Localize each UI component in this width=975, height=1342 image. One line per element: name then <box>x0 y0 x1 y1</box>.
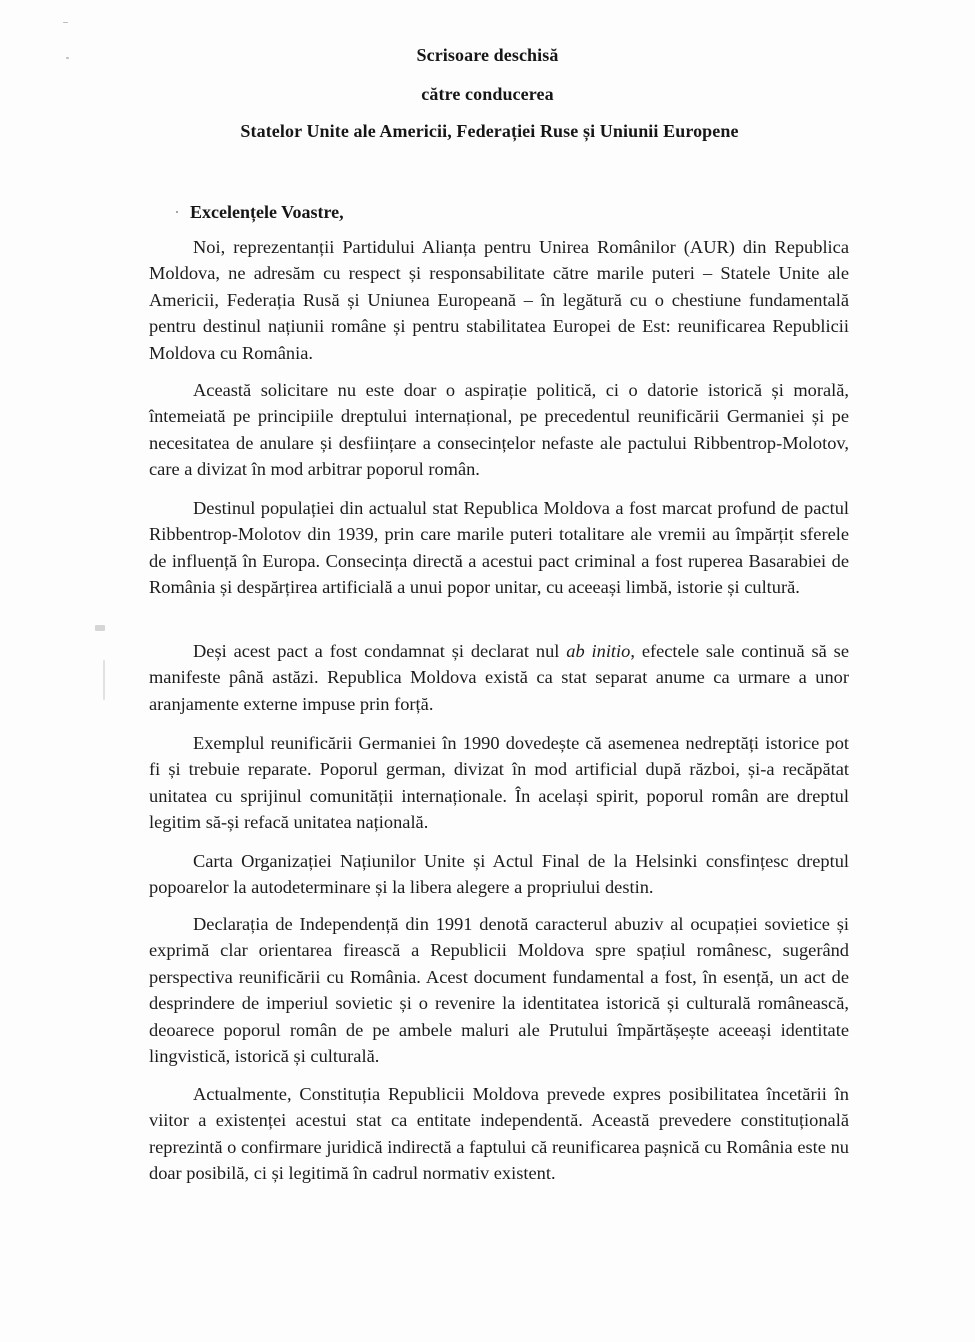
italic-phrase: ab initio <box>566 641 631 661</box>
paragraph-text-after: , efectele sale continuă să se manifeste până astăzi. Republica Moldova există ca stat separat anume ca urmare a unor aranjamente externe impuse prin forță. <box>149 641 849 714</box>
paragraph-un-charter: Carta Organizației Națiunilor Unite și Actul Final de la Helsinki consfințesc dreptul popoarelor la autodeterminare și la libera alegere a propriului destin. <box>149 851 849 898</box>
title-line-3: Statelor Unite ale Americii, Federației Ruse și Uniunii Europene <box>240 121 739 141</box>
salutation: Excelențele Voastre, <box>190 202 344 222</box>
paragraph-ab-initio <box>149 638 849 717</box>
paragraph-historical-duty: Această solicitare nu este doar o aspirație politică, ci o datorie istorică și morală, întemeiată pe principiile dreptului internațional, pe precedentul reunificării Germaniei și pe necesitatea de anulare și desființare a consecințelor nefaste ale pactului Ribbentrop-Molotov, care a divizat în mod arbitrar poporul român. <box>149 380 849 480</box>
paragraph-ribbentrop-molotov: Destinul populației din actualul stat Republica Moldova a fost marcat profund de pactul Ribbentrop-Molotov din 1939, prin care marile puteri totalitare ale vremii au împărțit sferele de influență în Europa. Consecința directă a acestui pact criminal a fost ruperea Basarabiei de România și despărțirea artificială a unui popor unitar, cu aceeași limbă, istorie și cultură. <box>149 498 849 598</box>
scan-speck <box>95 625 105 631</box>
title-line-1: Scrisoare deschisă <box>416 45 559 65</box>
scan-speck <box>103 660 105 700</box>
scan-speck <box>63 22 68 23</box>
paragraph-independence-declaration: Declarația de Independență din 1991 denotă caracterul abuziv al ocupației sovietice și exprimă clar orientarea firească a Republicii Moldova spre spațiul românesc, sugerând perspectiva reunificării cu România. Acest document fundamental a fost, în esență, un act de desprindere de imperiul sovietic și o revenire la identitatea istorică și culturală românească, deoarece poporul român de pe ambele maluri ale Prutului împărtășește aceeași identitate lingvistică, istorică și culturală. <box>149 914 849 1067</box>
paragraph-intro: Noi, reprezentanții Partidului Alianța pentru Unirea Românilor (AUR) din Republica Moldova, ne adresăm cu respect și responsabilitate către marile puteri – Statele Unite ale Americii, Federația Rusă și Uniunea Europeană – în legătură cu o chestiune fundamentală pentru destinul națiunii române și pentru stabilitatea Europei de Est: reunificarea Republicii Moldova cu România. <box>149 237 849 363</box>
scan-dot <box>176 211 178 213</box>
paragraph-germany-example: Exemplul reunificării Germaniei în 1990 dovedește că asemenea nedreptăți istorice pot fi și trebuie reparate. Poporul german, divizat în mod artificial după război, și-a recăpătat unitatea cu sprijinul comunității internaționale. În același spirit, poporul român are dreptul legitim să-și refacă unitatea națională. <box>149 733 849 833</box>
paragraph-text-before: Deși acest pact a fost condamnat și declarat nul <box>193 641 567 661</box>
title-line-2: către conducerea <box>421 84 554 104</box>
paragraph-constitution: Actualmente, Constituția Republicii Moldova prevede expres posibilitatea încetării în viitor a existenței acestui stat ca entitate independentă. Această prevedere constituțională reprezintă o confirmare juridică indirectă a faptului că reunificarea pașnică cu România este nu doar posibilă, ci și legitimă în cadrul normativ existent. <box>149 1084 849 1184</box>
